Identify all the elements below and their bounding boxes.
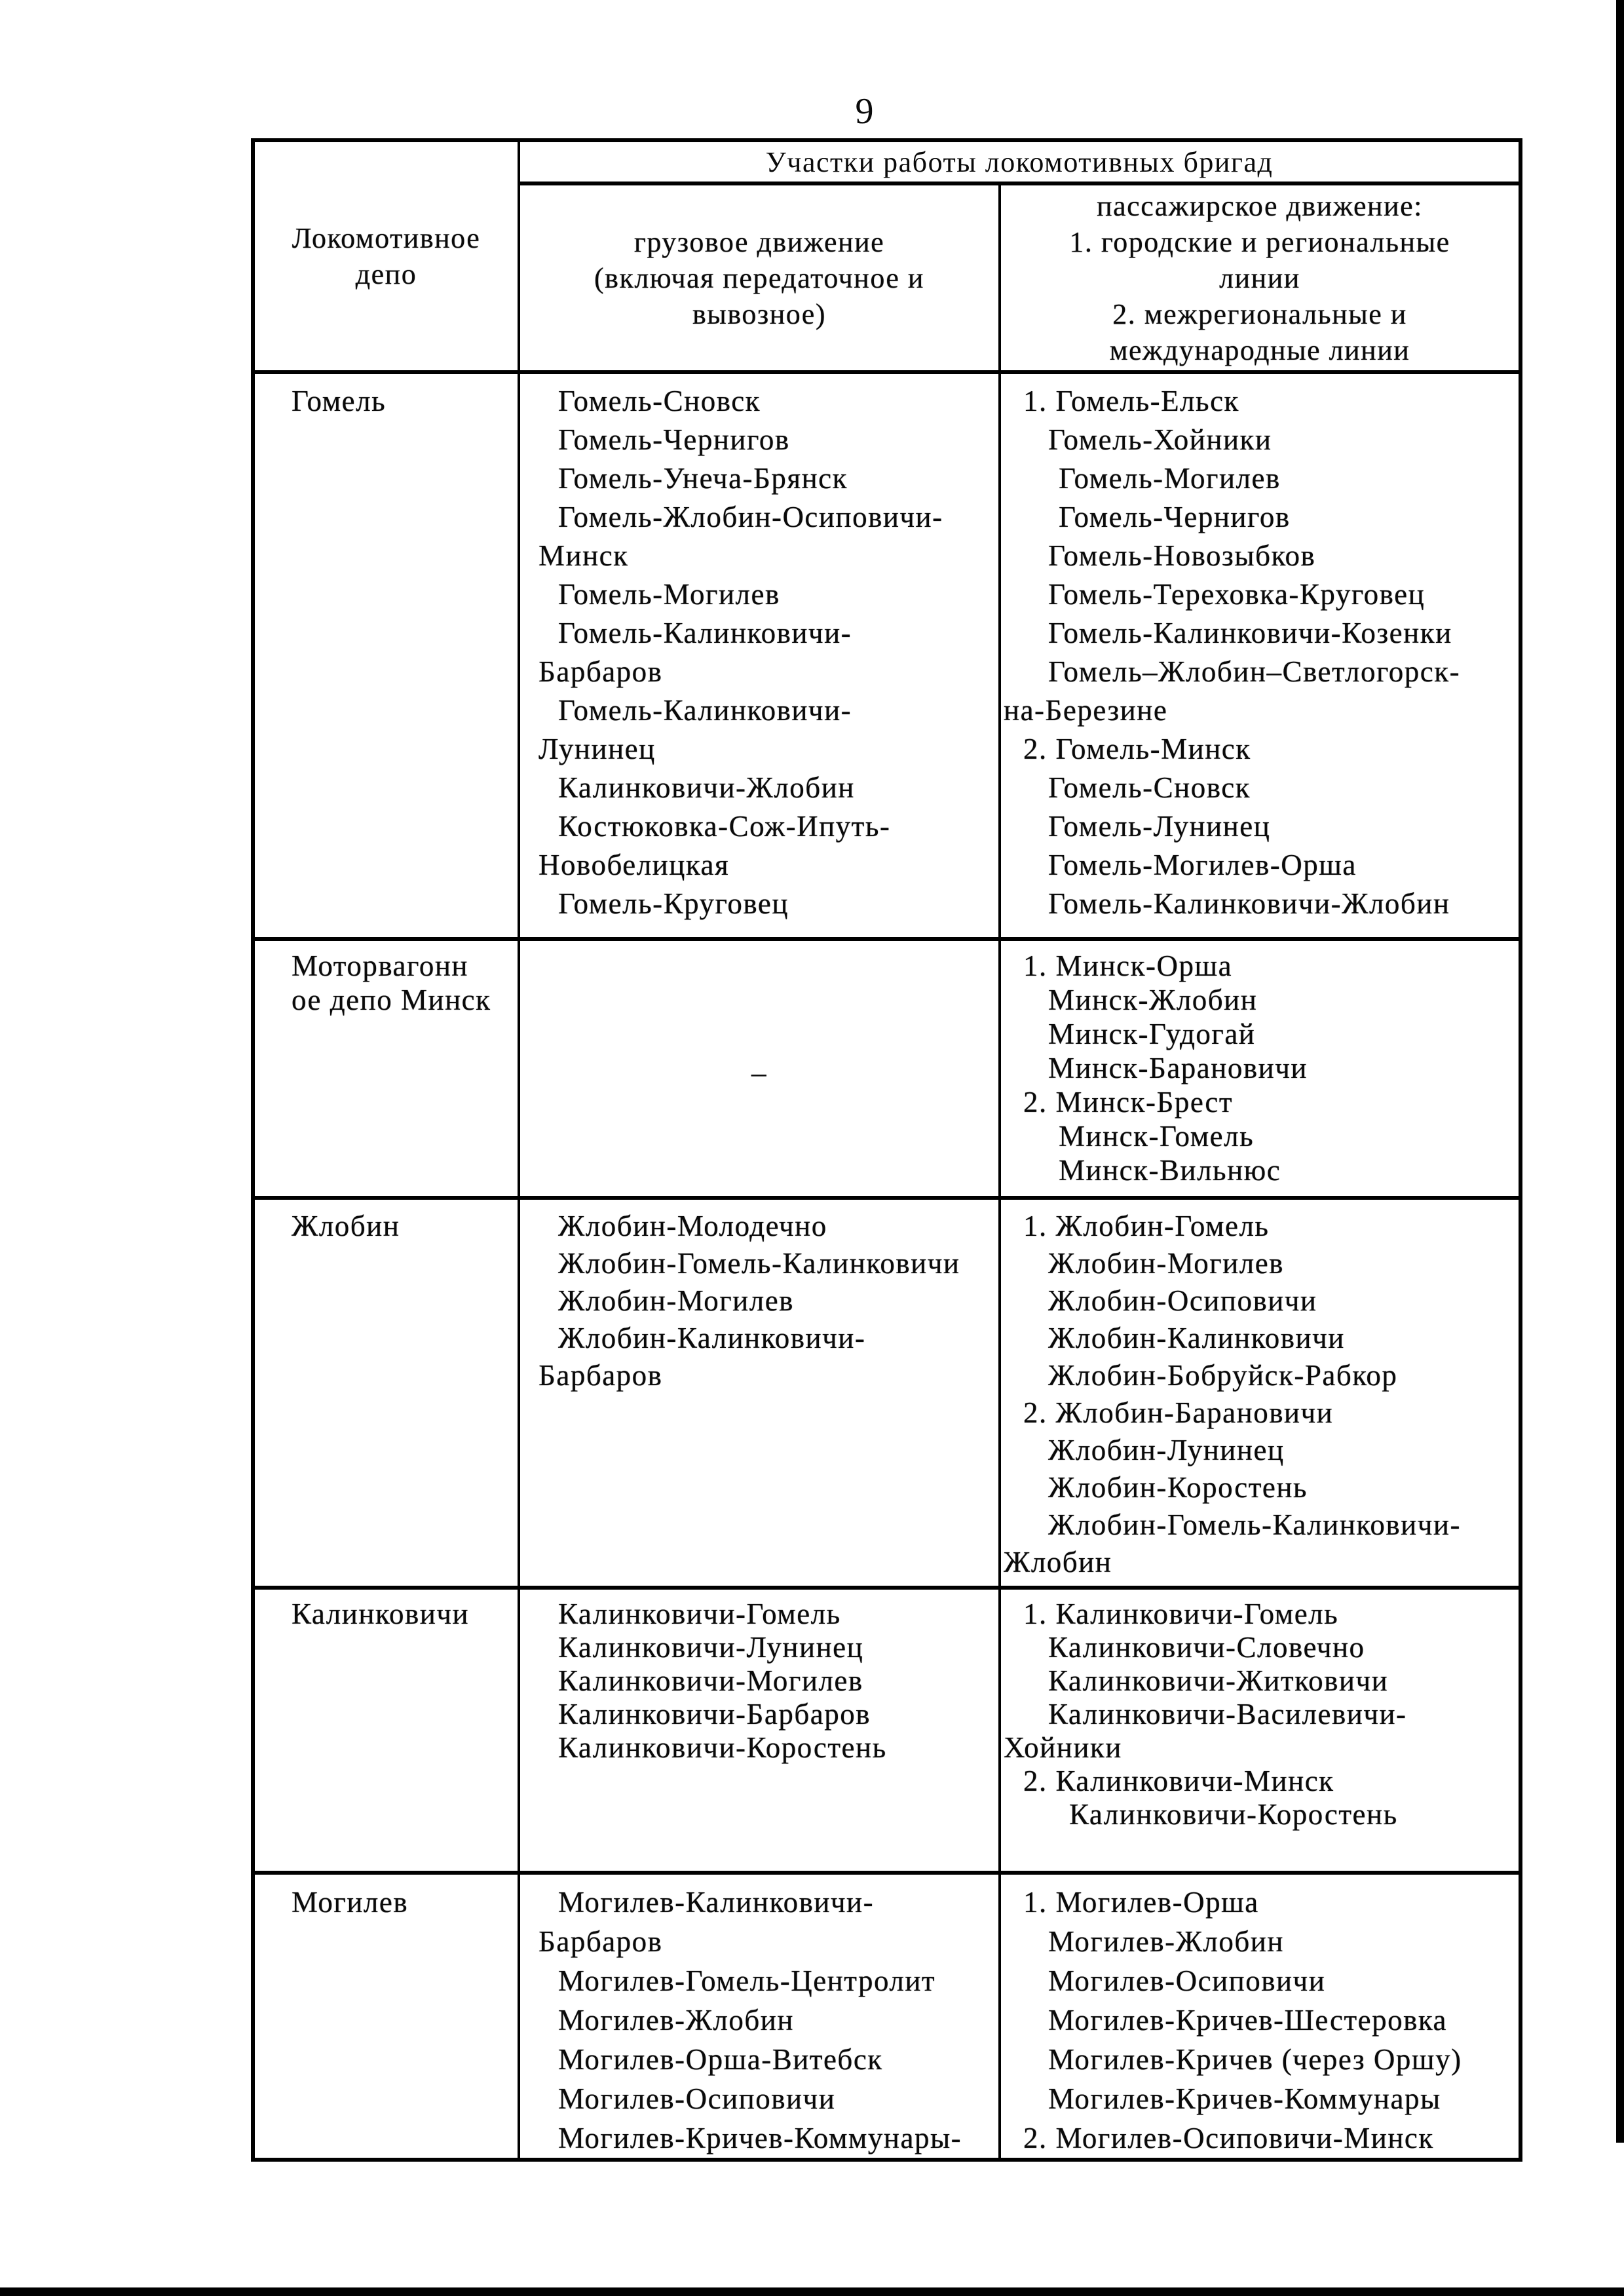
text-line: Гомель-Калинковичи-Козенки [1048,617,1452,649]
text-line: Гомель-Могилев-Орша [1048,849,1357,881]
table-row [253,1873,1520,2160]
depot-cell [253,1588,519,1873]
text-line: Калинковичи-Коростень [1069,1798,1398,1831]
passenger-cell [1000,1873,1520,2160]
table-header [253,140,1520,372]
text-line: Жлобин-Гомель-Калинковичи- [1048,1508,1461,1541]
text-line: 1. Гомель-Ельск [1023,385,1239,417]
text-line: 2. Могилев-Осиповичи-Минск [1023,2122,1434,2154]
table-row [253,372,1520,939]
table-row [253,939,1520,1198]
depot-cell [253,1198,519,1588]
text-line: Гомель-Лунинец [1048,810,1271,843]
text-line: Калинковичи-Лунинец [558,1631,864,1664]
text-line: Гомель-Могилев [558,578,780,611]
text-line: Гомель–Жлобин–Светлогорск- [1048,655,1461,688]
freight-cell [519,1873,1000,2160]
text-line: Могилев-Кричев (через Оршу) [1048,2043,1462,2076]
text-line: Гомель-Калинковичи-Жлобин [1048,887,1450,920]
text-line: Калинковичи-Могилев [558,1664,863,1697]
text-line: (включая передаточное и [594,261,924,294]
text-line: депо [355,258,417,290]
text-line: линии [1219,261,1300,294]
header-row-top [253,140,1520,183]
depot-cell [253,372,519,939]
text-line: Жлобин-Могилев [1048,1247,1284,1280]
text-line: Барбаров [538,1925,663,1958]
text-line: 1. Жлобин-Гомель [1023,1210,1270,1242]
text-line: Гомель-Хойники [1048,423,1272,456]
text-line: Новобелицкая [538,849,730,881]
text-line: Могилев-Осиповичи [558,2082,836,2115]
text-line: Гомель-Калинковичи- [558,617,852,649]
text-line: Калинковичи-Словечно [1048,1631,1365,1664]
text-line: Гомель [292,385,387,417]
text-line: Калинковичи-Коростень [558,1731,887,1764]
text-line: Жлобин [1004,1546,1112,1578]
text-line: Гомель-Калинковичи- [558,694,852,727]
text-line: вывозное) [692,297,826,330]
page-number: 9 [855,91,875,132]
text-line: 1. Калинковичи-Гомель [1023,1598,1339,1630]
freight-cell [519,372,1000,939]
text-line: Могилев-Жлобин [1048,1925,1284,1958]
text-line: Могилев-Орша-Витебск [558,2043,883,2076]
text-line: Гомель-Новозыбков [1048,539,1316,572]
passenger-cell [1000,372,1520,939]
text-line: 1. Могилев-Орша [1023,1886,1259,1919]
text-line: Минск-Барановичи [1048,1052,1308,1084]
text-line: – [751,1056,767,1089]
text-line: Могилев-Жлобин [558,2004,794,2037]
text-line: Жлобин-Бобруйск-Рабкор [1048,1359,1398,1392]
text-line: Жлобин-Лунинец [1048,1434,1285,1466]
text-line: 1. Минск-Орша [1023,949,1233,982]
text-line: на-Березине [1004,694,1168,727]
freight-cell [519,939,1000,1198]
text-line: Хойники [1004,1731,1122,1764]
text-line: Барбаров [538,1359,663,1392]
text-line: Могилев-Кричев-Коммунары [1048,2082,1441,2115]
text-line: Жлобин-Осиповичи [1048,1284,1317,1317]
text-line: Костюковка-Сож-Ипуть- [558,810,891,843]
text-line: Гомель-Сновск [1048,771,1251,804]
text-line: 2. Гомель-Минск [1023,733,1251,765]
text-line: Жлобин-Калинковичи [1048,1322,1345,1354]
locomotive-brigades-table [251,138,1522,2162]
text-line: Калинковичи-Житковичи [1048,1664,1389,1697]
text-line: Жлобин-Гомель-Калинковичи [558,1247,960,1280]
text-line: Калинковичи-Барбаров [558,1698,871,1731]
text-line: Могилев-Гомель-Центролит [558,1964,936,1997]
text-line: Гомель-Круговец [558,887,789,920]
text-line: Жлобин-Могилев [558,1284,794,1317]
text-line: 1. городские и региональные [1069,225,1450,258]
text-line: Моторвагонн [292,949,468,982]
text-line: Барбаров [538,655,663,688]
depot-cell [253,939,519,1198]
passenger-column-header [1000,183,1520,372]
text-line: Лунинец [538,733,656,765]
table-row [253,1588,1520,1873]
scan-artifact-right-bar [1616,0,1624,2143]
text-line: Гомель-Жлобин-Осиповичи- [558,501,943,533]
text-line: Минск-Гудогай [1048,1018,1256,1050]
text-line: Калинковичи-Василевичи- [1048,1698,1407,1731]
text-line: Гомель-Тереховка-Круговец [1048,578,1426,611]
text-line: Минск [538,539,629,572]
passenger-cell [1000,1198,1520,1588]
text-line: Минск-Вильнюс [1059,1154,1281,1187]
text-line: пассажирское движение: [1097,189,1423,222]
text-line: международные линии [1109,334,1410,366]
text-line: Калинковичи-Жлобин [558,771,855,804]
passenger-cell [1000,1588,1520,1873]
text-line: Калинковичи-Гомель [558,1598,841,1630]
text-line: Гомель-Чернигов [1059,501,1291,533]
text-line: Жлобин-Коростень [1048,1471,1308,1504]
text-line: Могилев-Осиповичи [1048,1964,1326,1997]
text-line: 2. межрегиональные и [1112,297,1407,330]
table-body [253,372,1520,2160]
text-line: 2. Минск-Брест [1023,1086,1234,1119]
text-line: Жлобин [292,1210,400,1242]
depot-cell [253,1873,519,2160]
text-line: Калинковичи [292,1598,470,1630]
text-line: ое депо Минск [292,984,491,1016]
freight-column-header [519,183,1000,372]
text-line: Гомель-Могилев [1059,462,1281,495]
text-line: Минск-Гомель [1059,1120,1255,1153]
text-line: Локомотивное [292,222,481,254]
passenger-cell [1000,939,1520,1198]
text-line: Гомель-Чернигов [558,423,790,456]
text-line: Могилев [292,1886,409,1919]
text-line: Могилев-Кричев-Коммунары- [558,2122,962,2154]
text-line: Гомель-Сновск [558,385,761,417]
depot-column-header [253,140,519,372]
text-line: Минск-Жлобин [1048,984,1258,1016]
text-line: 2. Жлобин-Барановичи [1023,1396,1334,1429]
text-line: Могилев-Кричев-Шестеровка [1048,2004,1448,2037]
text-line: Жлобин-Калинковичи- [558,1322,866,1354]
table-row [253,1198,1520,1588]
freight-cell [519,1588,1000,1873]
freight-cell [519,1198,1000,1588]
text-line: Жлобин-Молодечно [558,1210,827,1242]
scan-artifact-bottom-bar [0,2287,1624,2296]
text-line: 2. Калинковичи-Минск [1023,1765,1334,1797]
text-line: Гомель-Унеча-Брянск [558,462,848,495]
work-sections-span-header: Участки работы локомотивных бригад [519,140,1520,183]
text-line: Могилев-Калинковичи- [558,1886,875,1919]
text-line: грузовое движение [633,225,885,258]
